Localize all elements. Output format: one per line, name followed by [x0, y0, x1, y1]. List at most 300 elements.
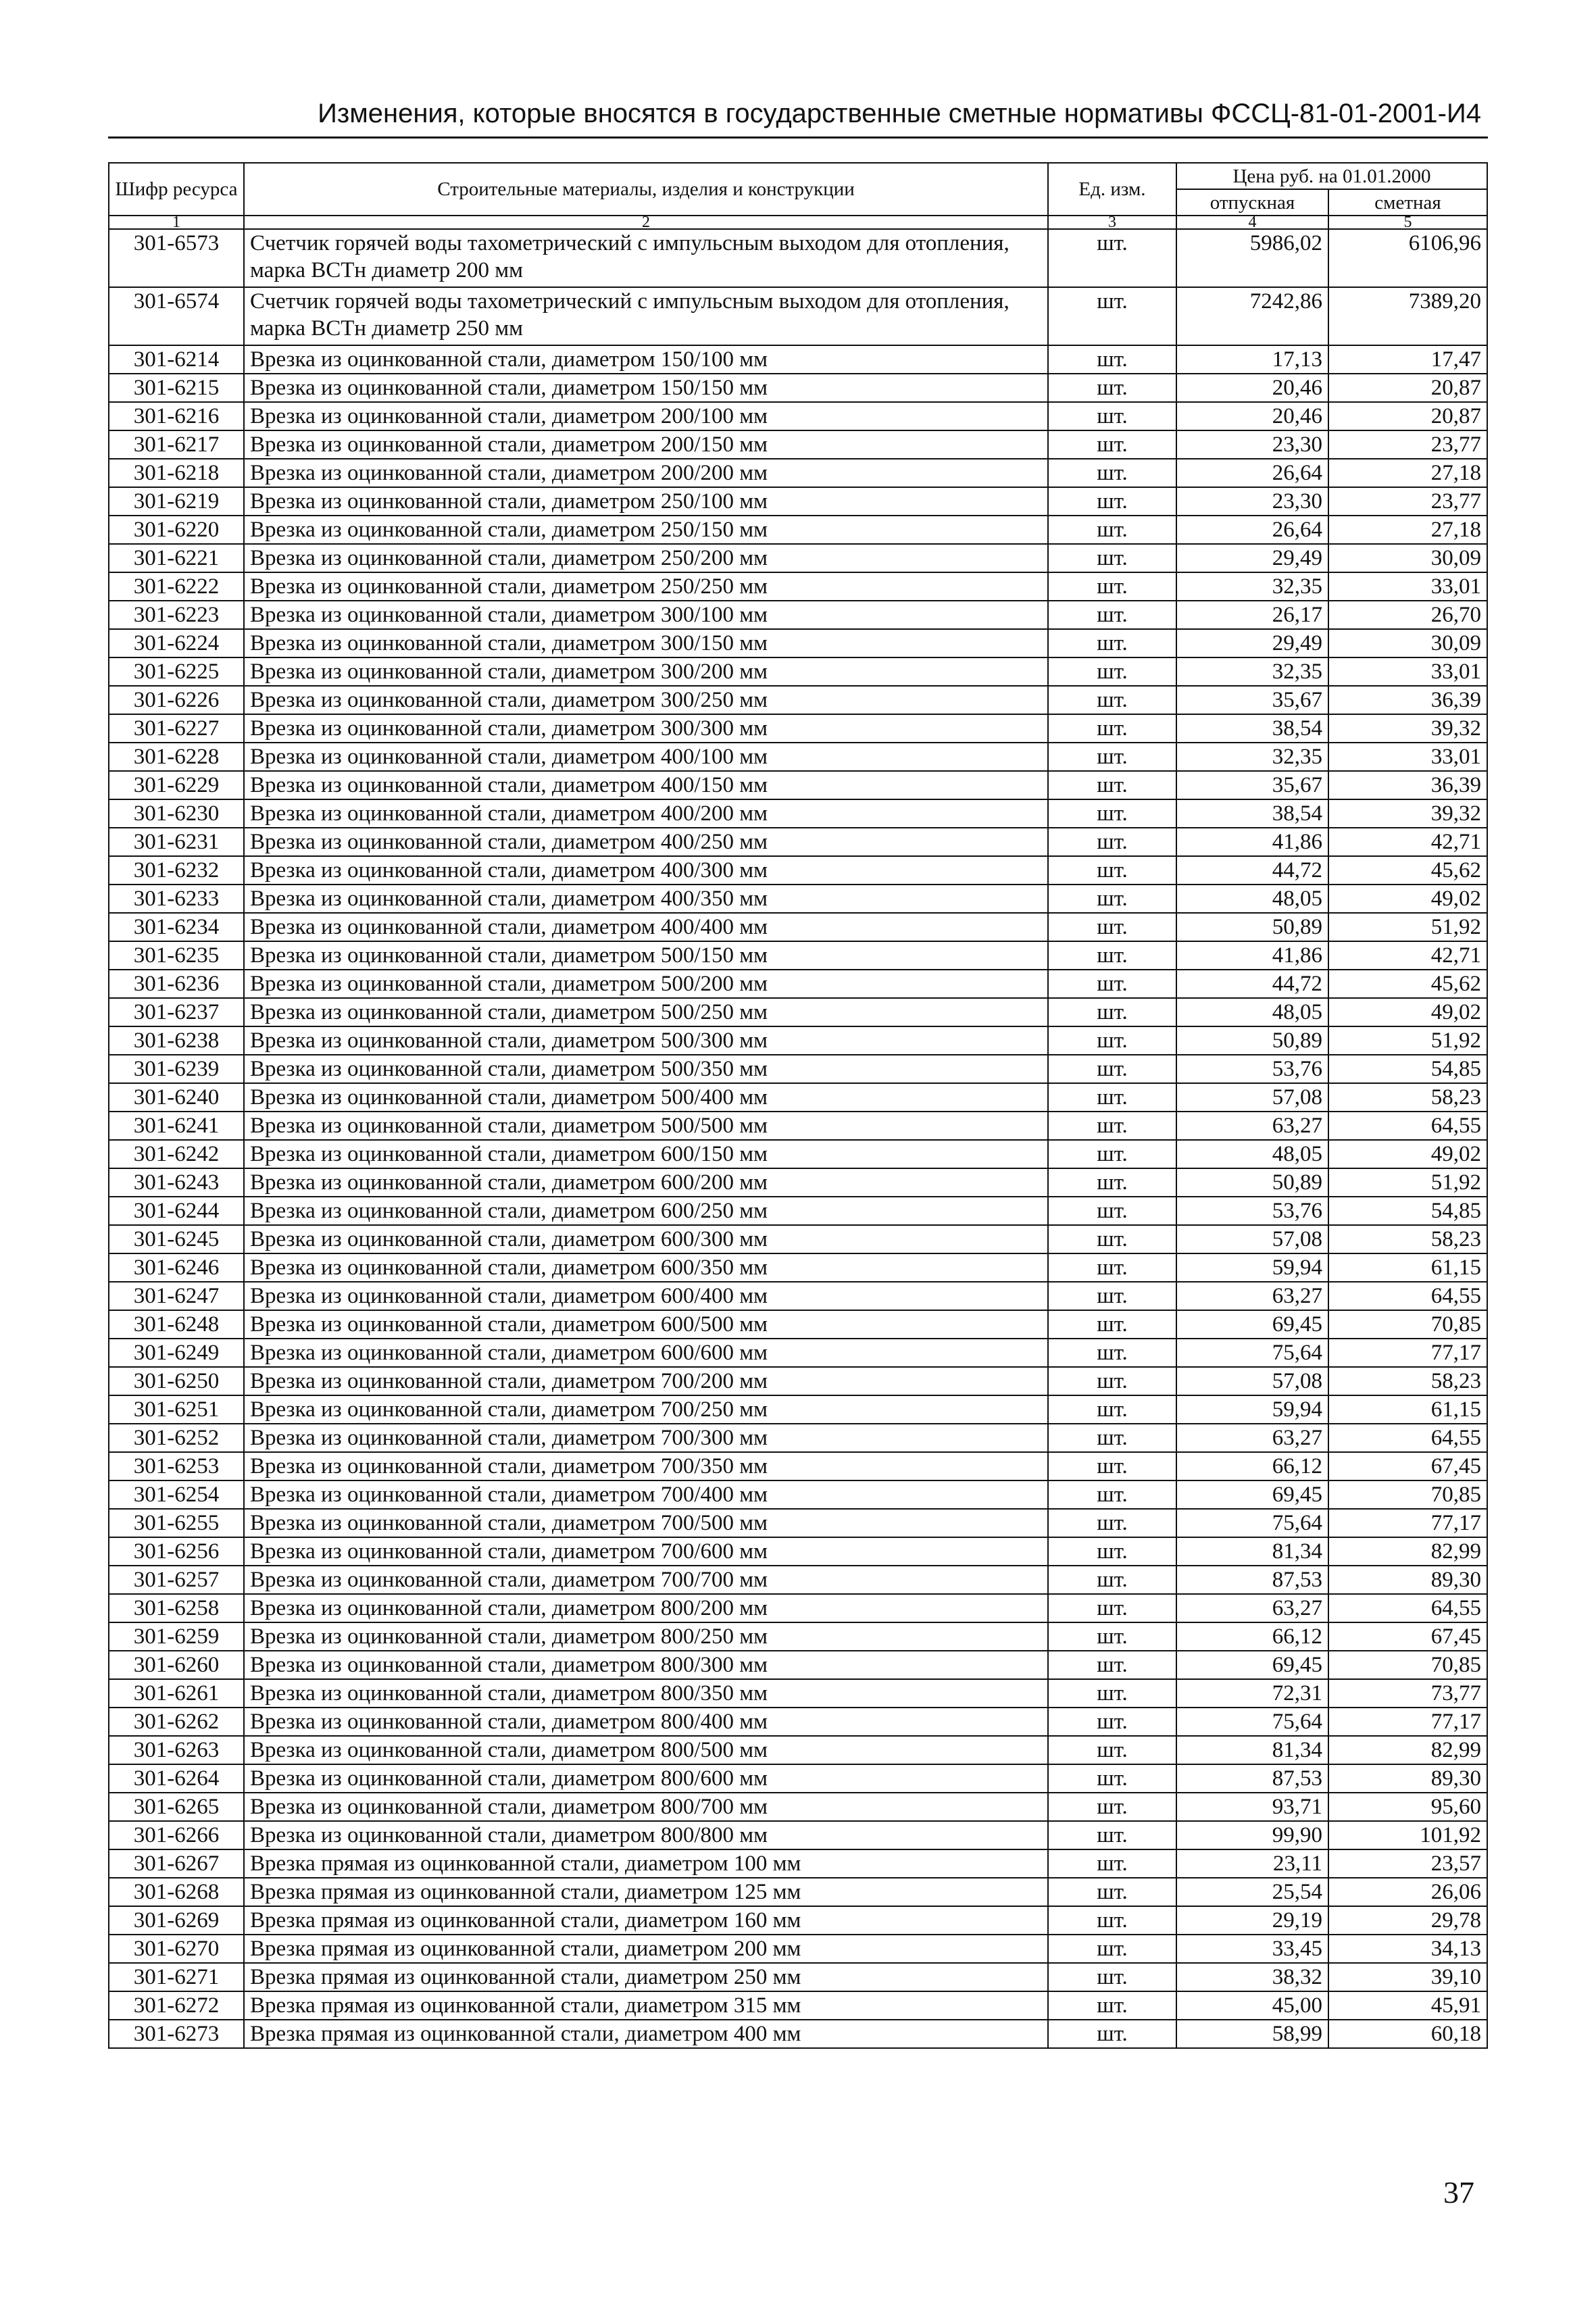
code-cell: 301-6241	[109, 1112, 244, 1140]
estimate-price-cell: 30,09	[1328, 629, 1487, 657]
code-cell: 301-6221	[109, 544, 244, 572]
release-price-cell: 50,89	[1176, 1168, 1328, 1197]
code-cell: 301-6243	[109, 1168, 244, 1197]
unit-cell: шт.	[1048, 1452, 1176, 1480]
unit-cell: шт.	[1048, 1083, 1176, 1112]
unit-cell: шт.	[1048, 856, 1176, 885]
unit-cell: шт.	[1048, 1764, 1176, 1793]
material-name-cell: Врезка из оцинкованной стали, диаметром 600/200 мм	[244, 1168, 1048, 1197]
unit-cell: шт.	[1048, 402, 1176, 430]
estimate-price-cell: 51,92	[1328, 1168, 1487, 1197]
unit-cell: шт.	[1048, 516, 1176, 544]
release-price-cell: 20,46	[1176, 402, 1328, 430]
release-price-cell: 81,34	[1176, 1736, 1328, 1764]
unit-cell: шт.	[1048, 799, 1176, 828]
table-row	[109, 1509, 1487, 1537]
unit-cell: шт.	[1048, 345, 1176, 374]
release-price-cell: 45,00	[1176, 1991, 1328, 2020]
estimate-price-cell: 77,17	[1328, 1708, 1487, 1736]
release-price-cell: 29,19	[1176, 1906, 1328, 1935]
unit-cell: шт.	[1048, 1651, 1176, 1679]
table-row	[109, 1849, 1487, 1878]
release-price-cell: 29,49	[1176, 629, 1328, 657]
table-row	[109, 1963, 1487, 1991]
release-price-cell: 33,45	[1176, 1935, 1328, 1963]
estimate-price-cell: 64,55	[1328, 1112, 1487, 1140]
estimate-price-cell: 67,45	[1328, 1452, 1487, 1480]
release-price-cell: 29,49	[1176, 544, 1328, 572]
release-price-cell: 23,30	[1176, 430, 1328, 459]
release-price-cell: 44,72	[1176, 970, 1328, 998]
table-row	[109, 402, 1487, 430]
release-price-cell: 41,86	[1176, 828, 1328, 856]
table-row	[109, 459, 1487, 487]
material-name-cell: Врезка из оцинкованной стали, диаметром 400/400 мм	[244, 913, 1048, 941]
release-price-cell: 26,64	[1176, 516, 1328, 544]
material-name-cell: Врезка из оцинкованной стали, диаметром 800/250 мм	[244, 1622, 1048, 1651]
release-price-cell: 63,27	[1176, 1594, 1328, 1622]
table-row	[109, 516, 1487, 544]
material-name-cell: Счетчик горячей воды тахометрический с импульсным выходом для отопления, марка ВСТн диаметр 200 мм	[244, 229, 1048, 287]
material-name-cell: Врезка из оцинкованной стали, диаметром 700/700 мм	[244, 1566, 1048, 1594]
estimate-price-cell: 70,85	[1328, 1480, 1487, 1509]
code-cell: 301-6268	[109, 1878, 244, 1906]
material-name-cell: Врезка из оцинкованной стали, диаметром 800/800 мм	[244, 1821, 1048, 1849]
unit-cell: шт.	[1048, 1253, 1176, 1282]
material-name-cell: Врезка прямая из оцинкованной стали, диаметром 100 мм	[244, 1849, 1048, 1878]
material-name-cell: Врезка из оцинкованной стали, диаметром 200/150 мм	[244, 430, 1048, 459]
release-price-cell: 75,64	[1176, 1708, 1328, 1736]
table-row	[109, 1424, 1487, 1452]
material-name-cell: Врезка из оцинкованной стали, диаметром 800/300 мм	[244, 1651, 1048, 1679]
material-name-cell: Врезка из оцинкованной стали, диаметром 700/400 мм	[244, 1480, 1048, 1509]
unit-cell: шт.	[1048, 1424, 1176, 1452]
estimate-price-cell: 82,99	[1328, 1736, 1487, 1764]
estimate-price-cell: 54,85	[1328, 1197, 1487, 1225]
material-name-cell: Врезка из оцинкованной стали, диаметром 500/300 мм	[244, 1026, 1048, 1055]
material-name-cell: Врезка из оцинкованной стали, диаметром 700/300 мм	[244, 1424, 1048, 1452]
table-row	[109, 1225, 1487, 1253]
table-row	[109, 1480, 1487, 1509]
release-price-cell: 50,89	[1176, 1026, 1328, 1055]
code-cell: 301-6222	[109, 572, 244, 601]
unit-cell: шт.	[1048, 1225, 1176, 1253]
estimate-price-cell: 82,99	[1328, 1537, 1487, 1566]
code-cell: 301-6216	[109, 402, 244, 430]
unit-cell: шт.	[1048, 2020, 1176, 2048]
material-name-cell: Врезка из оцинкованной стали, диаметром 500/150 мм	[244, 941, 1048, 970]
estimate-price-cell: 51,92	[1328, 1026, 1487, 1055]
code-cell: 301-6229	[109, 771, 244, 799]
material-name-cell: Врезка из оцинкованной стали, диаметром 700/250 мм	[244, 1395, 1048, 1424]
code-cell: 301-6264	[109, 1764, 244, 1793]
material-name-cell: Врезка из оцинкованной стали, диаметром 300/100 мм	[244, 601, 1048, 629]
table-row	[109, 998, 1487, 1026]
material-name-cell: Врезка из оцинкованной стали, диаметром 700/600 мм	[244, 1537, 1048, 1566]
table-row	[109, 1566, 1487, 1594]
release-price-cell: 69,45	[1176, 1310, 1328, 1339]
header-name: Строительные материалы, изделия и конструкции	[244, 163, 1048, 216]
material-name-cell: Врезка из оцинкованной стали, диаметром 400/350 мм	[244, 885, 1048, 913]
estimate-price-cell: 61,15	[1328, 1253, 1487, 1282]
release-price-cell: 87,53	[1176, 1764, 1328, 1793]
estimate-price-cell: 39,10	[1328, 1963, 1487, 1991]
table-row	[109, 686, 1487, 714]
table-row	[109, 345, 1487, 374]
unit-cell: шт.	[1048, 1055, 1176, 1083]
estimate-price-cell: 89,30	[1328, 1566, 1487, 1594]
estimate-price-cell: 45,62	[1328, 970, 1487, 998]
release-price-cell: 23,11	[1176, 1849, 1328, 1878]
code-cell: 301-6226	[109, 686, 244, 714]
release-price-cell: 63,27	[1176, 1424, 1328, 1452]
estimate-price-cell: 58,23	[1328, 1367, 1487, 1395]
release-price-cell: 48,05	[1176, 885, 1328, 913]
release-price-cell: 20,46	[1176, 374, 1328, 402]
release-price-cell: 66,12	[1176, 1622, 1328, 1651]
column-number: 5	[1328, 216, 1487, 229]
release-price-cell: 53,76	[1176, 1055, 1328, 1083]
code-cell: 301-6246	[109, 1253, 244, 1282]
code-cell: 301-6233	[109, 885, 244, 913]
release-price-cell: 35,67	[1176, 686, 1328, 714]
release-price-cell: 44,72	[1176, 856, 1328, 885]
material-name-cell: Врезка из оцинкованной стали, диаметром 600/150 мм	[244, 1140, 1048, 1168]
estimate-price-cell: 20,87	[1328, 374, 1487, 402]
estimate-price-cell: 77,17	[1328, 1339, 1487, 1367]
code-cell: 301-6239	[109, 1055, 244, 1083]
unit-cell: шт.	[1048, 287, 1176, 345]
material-name-cell: Врезка из оцинкованной стали, диаметром 500/350 мм	[244, 1055, 1048, 1083]
table-row	[109, 1736, 1487, 1764]
material-name-cell: Врезка из оцинкованной стали, диаметром 500/400 мм	[244, 1083, 1048, 1112]
material-name-cell: Врезка из оцинкованной стали, диаметром 700/200 мм	[244, 1367, 1048, 1395]
table-row	[109, 1991, 1487, 2020]
unit-cell: шт.	[1048, 1509, 1176, 1537]
unit-cell: шт.	[1048, 686, 1176, 714]
table-row	[109, 2020, 1487, 2048]
unit-cell: шт.	[1048, 487, 1176, 516]
code-cell: 301-6217	[109, 430, 244, 459]
unit-cell: шт.	[1048, 1991, 1176, 2020]
release-price-cell: 38,54	[1176, 714, 1328, 743]
table-row	[109, 544, 1487, 572]
release-price-cell: 25,54	[1176, 1878, 1328, 1906]
header-code: Шифр ресурса	[109, 163, 244, 216]
release-price-cell: 17,13	[1176, 345, 1328, 374]
unit-cell: шт.	[1048, 1935, 1176, 1963]
column-number: 3	[1048, 216, 1176, 229]
release-price-cell: 63,27	[1176, 1112, 1328, 1140]
release-price-cell: 66,12	[1176, 1452, 1328, 1480]
unit-cell: шт.	[1048, 374, 1176, 402]
table-body	[109, 229, 1487, 2048]
estimate-price-cell: 27,18	[1328, 459, 1487, 487]
material-name-cell: Врезка из оцинкованной стали, диаметром 500/250 мм	[244, 998, 1048, 1026]
material-name-cell: Врезка из оцинкованной стали, диаметром 800/700 мм	[244, 1793, 1048, 1821]
material-name-cell: Врезка из оцинкованной стали, диаметром 800/350 мм	[244, 1679, 1048, 1708]
material-name-cell: Врезка из оцинкованной стали, диаметром 300/150 мм	[244, 629, 1048, 657]
code-cell: 301-6262	[109, 1708, 244, 1736]
code-cell: 301-6265	[109, 1793, 244, 1821]
estimate-price-cell: 42,71	[1328, 941, 1487, 970]
table-row	[109, 1452, 1487, 1480]
estimate-price-cell: 23,57	[1328, 1849, 1487, 1878]
estimate-price-cell: 30,09	[1328, 544, 1487, 572]
material-name-cell: Врезка из оцинкованной стали, диаметром 800/500 мм	[244, 1736, 1048, 1764]
release-price-cell: 7242,86	[1176, 287, 1328, 345]
code-cell: 301-6245	[109, 1225, 244, 1253]
table-row	[109, 1651, 1487, 1679]
code-cell: 301-6256	[109, 1537, 244, 1566]
material-name-cell: Врезка из оцинкованной стали, диаметром 700/500 мм	[244, 1509, 1048, 1537]
column-number: 1	[109, 216, 244, 229]
unit-cell: шт.	[1048, 572, 1176, 601]
material-name-cell: Врезка из оцинкованной стали, диаметром 250/100 мм	[244, 487, 1048, 516]
code-cell: 301-6248	[109, 1310, 244, 1339]
estimate-price-cell: 64,55	[1328, 1424, 1487, 1452]
estimate-price-cell: 73,77	[1328, 1679, 1487, 1708]
material-name-cell: Врезка из оцинкованной стали, диаметром 400/150 мм	[244, 771, 1048, 799]
code-cell: 301-6269	[109, 1906, 244, 1935]
estimate-price-cell: 49,02	[1328, 885, 1487, 913]
table-row	[109, 1537, 1487, 1566]
column-number-row	[109, 216, 1487, 229]
release-price-cell: 48,05	[1176, 1140, 1328, 1168]
material-name-cell: Врезка из оцинкованной стали, диаметром 700/350 мм	[244, 1452, 1048, 1480]
code-cell: 301-6267	[109, 1849, 244, 1878]
table-row	[109, 743, 1487, 771]
material-name-cell: Врезка из оцинкованной стали, диаметром 600/400 мм	[244, 1282, 1048, 1310]
estimate-price-cell: 70,85	[1328, 1651, 1487, 1679]
material-name-cell: Врезка прямая из оцинкованной стали, диаметром 250 мм	[244, 1963, 1048, 1991]
release-price-cell: 57,08	[1176, 1225, 1328, 1253]
estimate-price-cell: 89,30	[1328, 1764, 1487, 1793]
code-cell: 301-6247	[109, 1282, 244, 1310]
table-row	[109, 1112, 1487, 1140]
code-cell: 301-6240	[109, 1083, 244, 1112]
code-cell: 301-6573	[109, 229, 244, 287]
material-name-cell: Врезка из оцинкованной стали, диаметром 500/200 мм	[244, 970, 1048, 998]
table-row	[109, 1055, 1487, 1083]
table-row	[109, 657, 1487, 686]
estimate-price-cell: 64,55	[1328, 1282, 1487, 1310]
estimate-price-cell: 77,17	[1328, 1509, 1487, 1537]
table-row	[109, 885, 1487, 913]
table-row	[109, 629, 1487, 657]
estimate-price-cell: 101,92	[1328, 1821, 1487, 1849]
code-cell: 301-6263	[109, 1736, 244, 1764]
table-row	[109, 1140, 1487, 1168]
unit-cell: шт.	[1048, 1310, 1176, 1339]
unit-cell: шт.	[1048, 1537, 1176, 1566]
material-name-cell: Врезка из оцинкованной стали, диаметром 800/200 мм	[244, 1594, 1048, 1622]
material-name-cell: Врезка из оцинкованной стали, диаметром 150/100 мм	[244, 345, 1048, 374]
estimate-price-cell: 42,71	[1328, 828, 1487, 856]
estimate-price-cell: 54,85	[1328, 1055, 1487, 1083]
release-price-cell: 26,64	[1176, 459, 1328, 487]
table-row	[109, 487, 1487, 516]
unit-cell: шт.	[1048, 1367, 1176, 1395]
estimate-price-cell: 64,55	[1328, 1594, 1487, 1622]
unit-cell: шт.	[1048, 1480, 1176, 1509]
material-name-cell: Врезка из оцинкованной стали, диаметром 600/500 мм	[244, 1310, 1048, 1339]
estimate-price-cell: 6106,96	[1328, 229, 1487, 287]
release-price-cell: 48,05	[1176, 998, 1328, 1026]
material-name-cell: Врезка из оцинкованной стали, диаметром 300/200 мм	[244, 657, 1048, 686]
unit-cell: шт.	[1048, 1140, 1176, 1168]
unit-cell: шт.	[1048, 771, 1176, 799]
table-row	[109, 1935, 1487, 1963]
unit-cell: шт.	[1048, 828, 1176, 856]
unit-cell: шт.	[1048, 1282, 1176, 1310]
code-cell: 301-6244	[109, 1197, 244, 1225]
material-name-cell: Врезка из оцинкованной стали, диаметром 200/200 мм	[244, 459, 1048, 487]
material-name-cell: Врезка из оцинкованной стали, диаметром 400/250 мм	[244, 828, 1048, 856]
material-name-cell: Врезка прямая из оцинкованной стали, диаметром 400 мм	[244, 2020, 1048, 2048]
material-name-cell: Врезка из оцинкованной стали, диаметром 800/400 мм	[244, 1708, 1048, 1736]
release-price-cell: 63,27	[1176, 1282, 1328, 1310]
release-price-cell: 75,64	[1176, 1509, 1328, 1537]
code-cell: 301-6257	[109, 1566, 244, 1594]
unit-cell: шт.	[1048, 1708, 1176, 1736]
code-cell: 301-6574	[109, 287, 244, 345]
estimate-price-cell: 33,01	[1328, 743, 1487, 771]
table-row	[109, 970, 1487, 998]
unit-cell: шт.	[1048, 913, 1176, 941]
release-price-cell: 58,99	[1176, 2020, 1328, 2048]
estimate-price-cell: 36,39	[1328, 771, 1487, 799]
release-price-cell: 5986,02	[1176, 229, 1328, 287]
table-header	[109, 163, 1487, 229]
estimate-price-cell: 39,32	[1328, 714, 1487, 743]
unit-cell: шт.	[1048, 1566, 1176, 1594]
release-price-cell: 87,53	[1176, 1566, 1328, 1594]
header-price-group: Цена руб. на 01.01.2000	[1176, 163, 1487, 189]
release-price-cell: 38,32	[1176, 1963, 1328, 1991]
unit-cell: шт.	[1048, 430, 1176, 459]
table-row	[109, 1906, 1487, 1935]
table-row	[109, 1197, 1487, 1225]
table-row	[109, 1878, 1487, 1906]
material-name-cell: Врезка из оцинкованной стали, диаметром 250/200 мм	[244, 544, 1048, 572]
unit-cell: шт.	[1048, 885, 1176, 913]
material-name-cell: Врезка из оцинкованной стали, диаметром 600/600 мм	[244, 1339, 1048, 1367]
table-row	[109, 1793, 1487, 1821]
unit-cell: шт.	[1048, 229, 1176, 287]
estimate-price-cell: 58,23	[1328, 1225, 1487, 1253]
release-price-cell: 41,86	[1176, 941, 1328, 970]
unit-cell: шт.	[1048, 657, 1176, 686]
material-name-cell: Врезка из оцинкованной стали, диаметром 400/200 мм	[244, 799, 1048, 828]
table-row	[109, 941, 1487, 970]
estimate-price-cell: 33,01	[1328, 572, 1487, 601]
table-row	[109, 287, 1487, 345]
header-price-estimate: сметная	[1328, 189, 1487, 216]
release-price-cell: 23,30	[1176, 487, 1328, 516]
code-cell: 301-6259	[109, 1622, 244, 1651]
material-name-cell: Врезка из оцинкованной стали, диаметром 250/250 мм	[244, 572, 1048, 601]
material-name-cell: Врезка прямая из оцинкованной стали, диаметром 315 мм	[244, 1991, 1048, 2020]
code-cell: 301-6272	[109, 1991, 244, 2020]
code-cell: 301-6252	[109, 1424, 244, 1452]
release-price-cell: 50,89	[1176, 913, 1328, 941]
unit-cell: шт.	[1048, 1197, 1176, 1225]
table-row	[109, 1594, 1487, 1622]
table-row	[109, 1679, 1487, 1708]
release-price-cell: 57,08	[1176, 1367, 1328, 1395]
unit-cell: шт.	[1048, 1963, 1176, 1991]
code-cell: 301-6242	[109, 1140, 244, 1168]
unit-cell: шт.	[1048, 629, 1176, 657]
estimate-price-cell: 34,13	[1328, 1935, 1487, 1963]
release-price-cell: 75,64	[1176, 1339, 1328, 1367]
code-cell: 301-6236	[109, 970, 244, 998]
unit-cell: шт.	[1048, 1339, 1176, 1367]
release-price-cell: 32,35	[1176, 572, 1328, 601]
material-name-cell: Врезка из оцинкованной стали, диаметром 250/150 мм	[244, 516, 1048, 544]
code-cell: 301-6214	[109, 345, 244, 374]
code-cell: 301-6215	[109, 374, 244, 402]
material-name-cell: Врезка из оцинкованной стали, диаметром 500/500 мм	[244, 1112, 1048, 1140]
code-cell: 301-6219	[109, 487, 244, 516]
code-cell: 301-6255	[109, 1509, 244, 1537]
code-cell: 301-6230	[109, 799, 244, 828]
table-row	[109, 1083, 1487, 1112]
code-cell: 301-6251	[109, 1395, 244, 1424]
release-price-cell: 59,94	[1176, 1395, 1328, 1424]
estimate-price-cell: 49,02	[1328, 1140, 1487, 1168]
column-number: 2	[244, 216, 1048, 229]
code-cell: 301-6254	[109, 1480, 244, 1509]
unit-cell: шт.	[1048, 1395, 1176, 1424]
estimate-price-cell: 49,02	[1328, 998, 1487, 1026]
unit-cell: шт.	[1048, 941, 1176, 970]
code-cell: 301-6266	[109, 1821, 244, 1849]
unit-cell: шт.	[1048, 544, 1176, 572]
release-price-cell: 38,54	[1176, 799, 1328, 828]
release-price-cell: 57,08	[1176, 1083, 1328, 1112]
material-name-cell: Врезка из оцинкованной стали, диаметром 400/100 мм	[244, 743, 1048, 771]
unit-cell: шт.	[1048, 601, 1176, 629]
unit-cell: шт.	[1048, 998, 1176, 1026]
code-cell: 301-6218	[109, 459, 244, 487]
table-row	[109, 601, 1487, 629]
code-cell: 301-6271	[109, 1963, 244, 1991]
estimate-price-cell: 67,45	[1328, 1622, 1487, 1651]
header-unit: Ед. изм.	[1048, 163, 1176, 216]
code-cell: 301-6232	[109, 856, 244, 885]
table-row	[109, 714, 1487, 743]
table-row	[109, 572, 1487, 601]
material-name-cell: Врезка из оцинкованной стали, диаметром 600/250 мм	[244, 1197, 1048, 1225]
table-row	[109, 1310, 1487, 1339]
material-name-cell: Счетчик горячей воды тахометрический с импульсным выходом для отопления, марка ВСТн диаметр 250 мм	[244, 287, 1048, 345]
unit-cell: шт.	[1048, 1793, 1176, 1821]
release-price-cell: 72,31	[1176, 1679, 1328, 1708]
unit-cell: шт.	[1048, 1112, 1176, 1140]
release-price-cell: 69,45	[1176, 1480, 1328, 1509]
estimate-price-cell: 45,91	[1328, 1991, 1487, 2020]
material-name-cell: Врезка из оцинкованной стали, диаметром 300/250 мм	[244, 686, 1048, 714]
release-price-cell: 59,94	[1176, 1253, 1328, 1282]
estimate-price-cell: 60,18	[1328, 2020, 1487, 2048]
table-row	[109, 1339, 1487, 1367]
code-cell: 301-6227	[109, 714, 244, 743]
estimate-price-cell: 58,23	[1328, 1083, 1487, 1112]
code-cell: 301-6223	[109, 601, 244, 629]
code-cell: 301-6225	[109, 657, 244, 686]
